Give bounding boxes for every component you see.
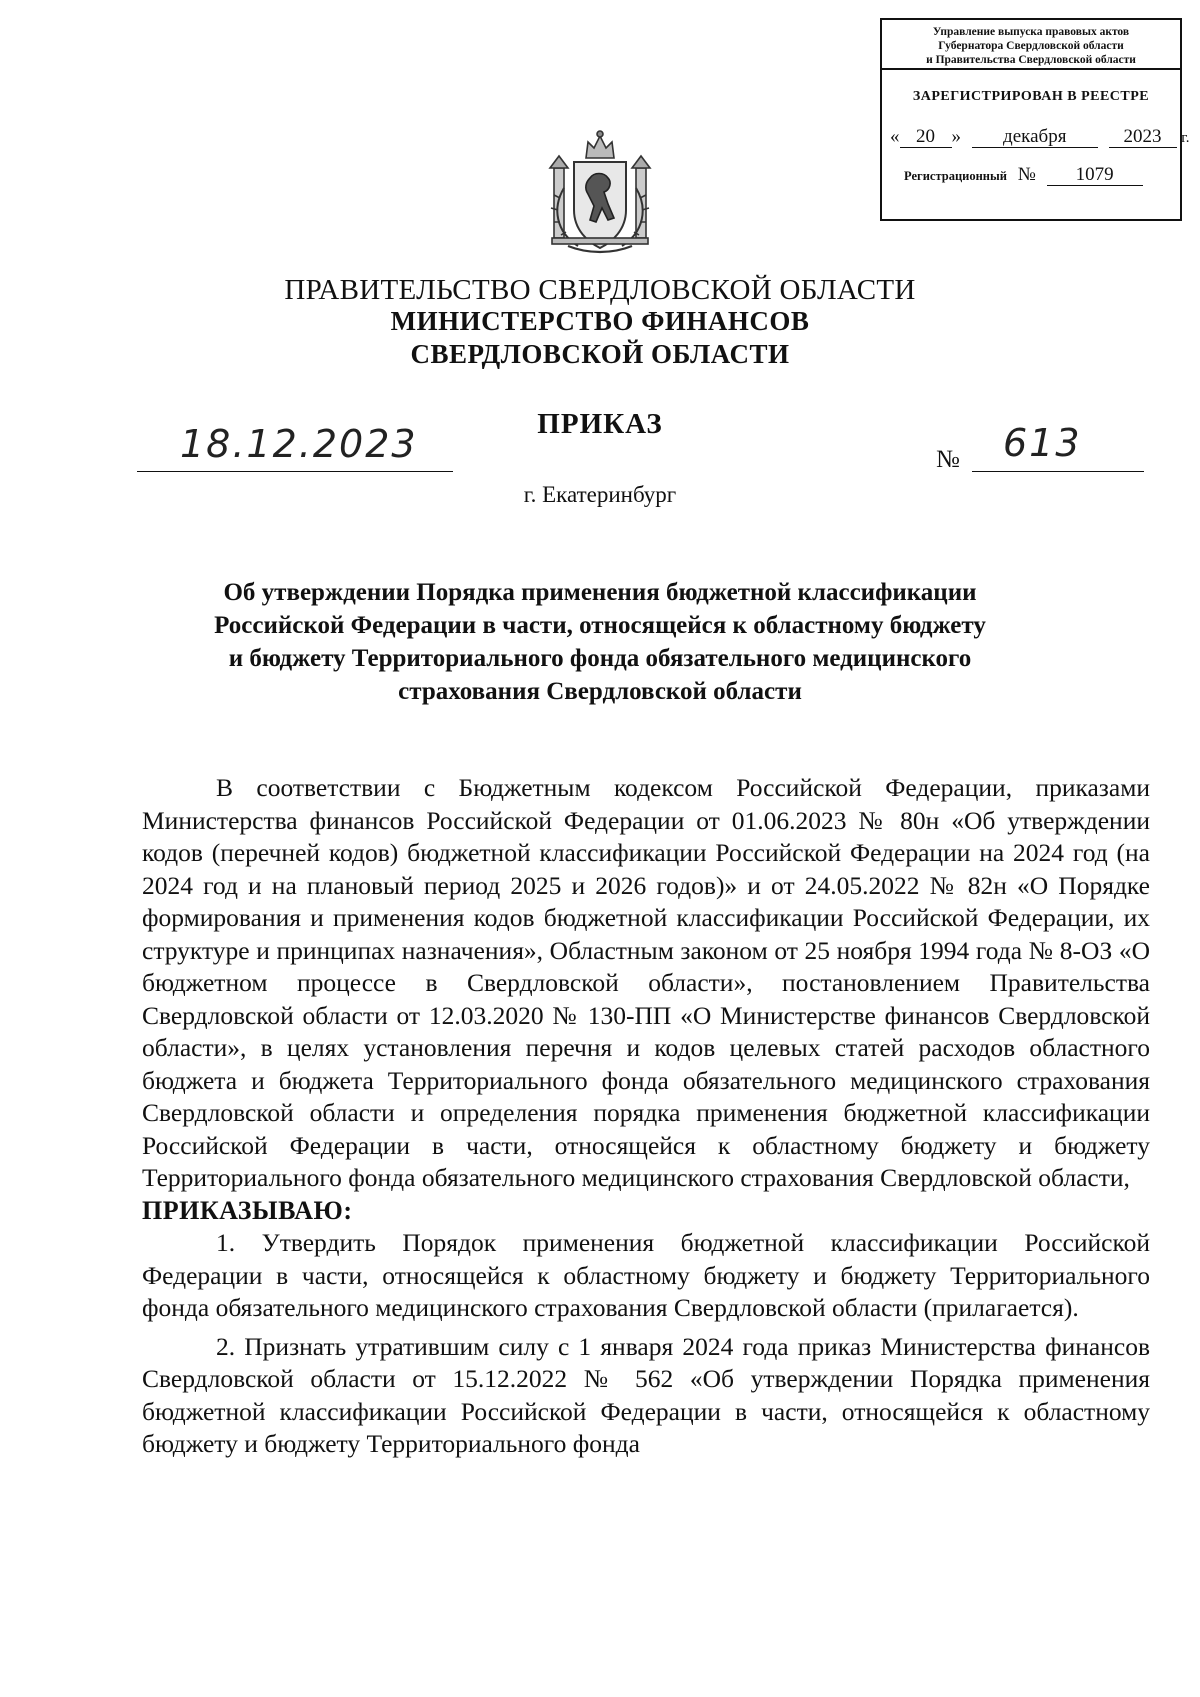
stamp-day: 20 — [900, 127, 952, 148]
stamp-number: 1079 — [1047, 165, 1143, 186]
stamp-registered-label: ЗАРЕГИСТРИРОВАН В РЕЕСТРЕ — [912, 89, 1150, 104]
government-name: ПРАВИТЕЛЬСТВО СВЕРДЛОВСКОЙ ОБЛАСТИ — [284, 274, 916, 306]
registry-stamp — [880, 18, 1190, 221]
title-line: страхования Свердловской области — [398, 678, 802, 705]
stamp-year: 2023 — [1109, 127, 1177, 148]
ministry-name: МИНИСТЕРСТВО ФИНАНСОВ — [390, 306, 810, 336]
order-item-1: 1. Утвердить Порядок применения бюджетной классификации Российской Федерации в части, относящейся к областному бюджету и бюджету Территориального фонда обязательного медицинского страхования Свердловской области (прилагается). — [142, 1228, 1150, 1322]
document-body — [142, 772, 1150, 1461]
document-type: ПРИКАЗ — [537, 408, 663, 440]
title-line: и бюджету Территориального фонда обязательного медицинского — [228, 645, 972, 672]
stamp-issuer-line: Губернатора Свердловской области — [938, 40, 1124, 52]
stamp-year-suffix: г. — [1181, 130, 1190, 146]
stamp-number-row — [882, 164, 1180, 186]
order-item-2: 2. Признать утратившим силу с 1 января 2024 года приказ Министерства финансов Свердловской области от 15.12.2022 № 562 «Об утверждении Порядка применения бюджетной классификации Российской Федерации в части, относящейся к областному бюджету и бюджету Территориального фонда — [142, 1331, 1150, 1458]
coat-of-arms-icon — [538, 128, 662, 256]
stamp-date — [882, 126, 1190, 148]
title-line: Российской Федерации в части, относящейся к областному бюджету — [214, 612, 986, 639]
order-number-line — [972, 471, 1144, 472]
ministry-region: СВЕРДЛОВСКОЙ ОБЛАСТИ — [410, 339, 790, 369]
order-number-handwritten: 613 — [1003, 421, 1082, 465]
stamp-number-sign: № — [1017, 164, 1036, 185]
stamp-quote-open: « — [890, 126, 900, 147]
city: г. Екатеринбург — [523, 482, 677, 507]
stamp-number-label: Регистрационный — [904, 169, 1007, 183]
order-date-line — [137, 471, 453, 472]
order-date-handwritten: 18.12.2023 — [180, 422, 418, 466]
stamp-quote-close: » — [951, 126, 961, 147]
title-line: Об утверждении Порядка применения бюджетной классификации — [223, 579, 977, 606]
stamp-month: декабря — [972, 127, 1098, 148]
document-title — [150, 576, 1050, 708]
preamble-paragraph: В соответствии с Бюджетным кодексом Российской Федерации, приказами Министерства финансов Российской Федерации от 01.06.2023 № 80н «Об утверждении кодов (перечней кодов) бюджетной классификации Российской Федерации на 2024 год (на 2024 год и на плановый период 2025 и 2026 годов)» и от 24.05.2022 № 82н «О Порядке формирования и применения кодов бюджетной классификации Российской Федерации, их структуре и принципах назначения», Областным законом от 25 ноября 1994 года № 8-ОЗ «О бюджетном процессе в Свердловской области», постановлением Правительства Свердловской области от 12.03.2020 № 130-ПП «О Министерстве финансов Свердловской области», в целях установления перечня и кодов целевых статей расходов областного бюджета и бюджета Территориального фонда обязательного медицинского страхования Свердловской области и определения порядка применения бюджетной классификации Российской Федерации в части, относящейся к областному бюджету и бюджету Территориального фонда обязательного медицинского страхования Свердловской области, — [142, 773, 1150, 1192]
order-word: ПРИКАЗЫВАЮ: — [142, 1195, 353, 1225]
stamp-issuer-line: и Правительства Свердловской области — [926, 54, 1136, 66]
stamp-issuer — [882, 20, 1180, 70]
stamp-issuer-line: Управление выпуска правовых актов — [932, 26, 1130, 38]
order-number-sign: № — [936, 446, 960, 473]
